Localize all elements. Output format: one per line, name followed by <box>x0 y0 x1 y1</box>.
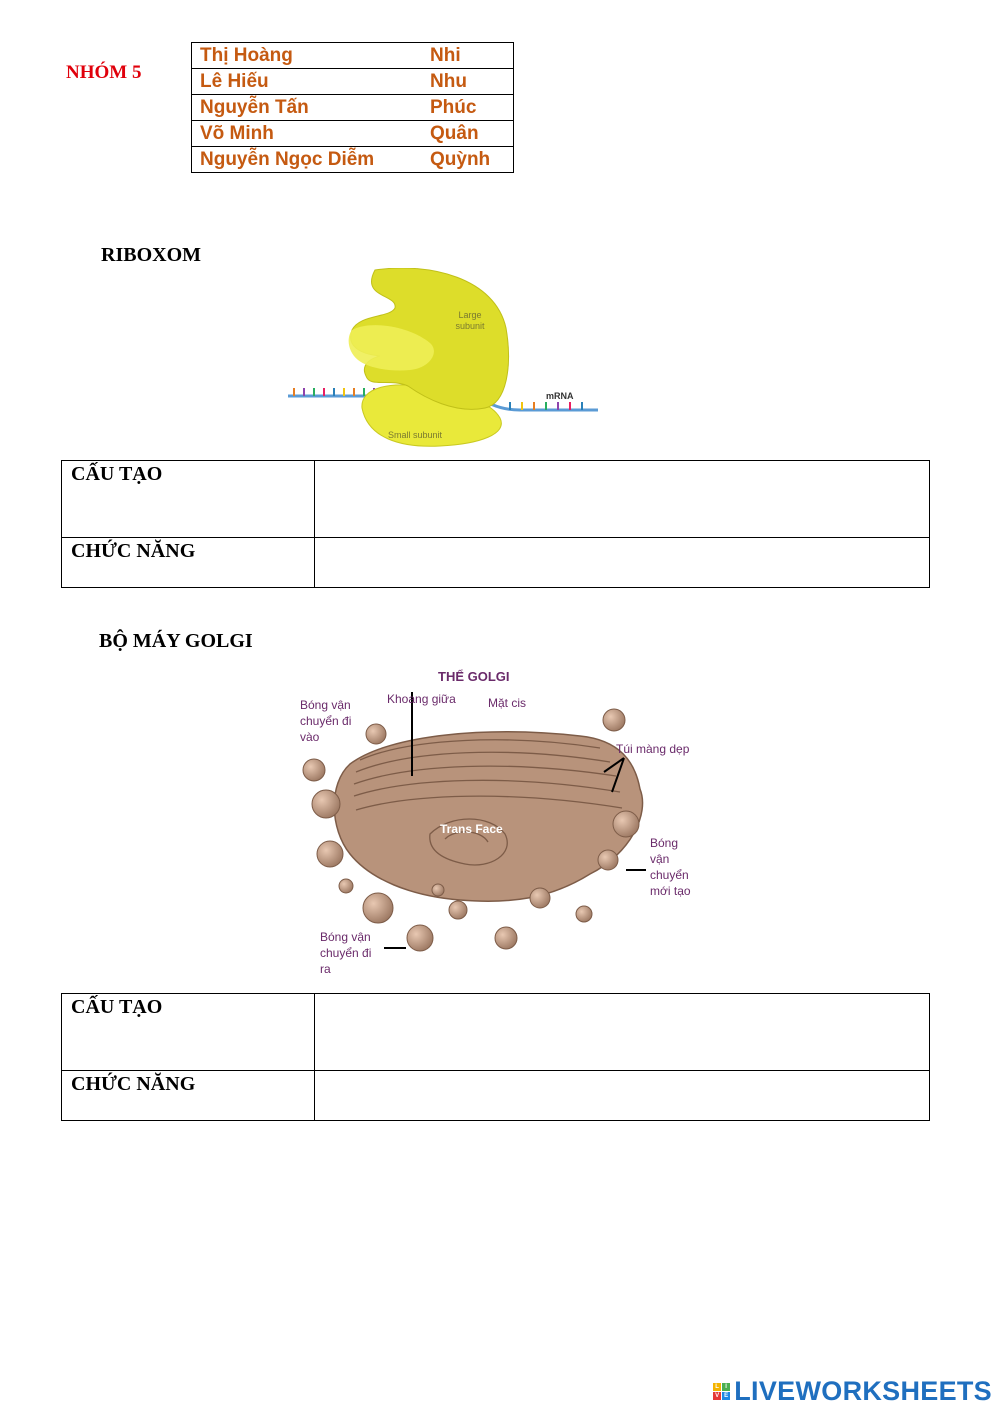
member-row <box>192 95 514 121</box>
member-given-name: Quân <box>430 121 514 147</box>
member-row <box>192 69 514 95</box>
out-vesicle-label-3: ra <box>320 962 331 976</box>
structure-label: CẤU TẠO <box>62 461 315 538</box>
logo-letter: I <box>722 1383 730 1391</box>
member-given-name: Nhi <box>430 43 514 69</box>
table-row <box>62 1071 930 1121</box>
table-row <box>62 538 930 588</box>
ribosome-info-table <box>61 460 930 588</box>
new-vesicle-label-4: mới tạo <box>650 884 691 898</box>
function-answer-field[interactable] <box>315 538 930 588</box>
function-label: CHỨC NĂNG <box>62 1071 315 1121</box>
brand-name: LIVEWORKSHEETS <box>734 1376 992 1406</box>
liveworksheets-brand <box>713 1376 992 1407</box>
new-vesicle-label-1: Bóng <box>650 836 679 850</box>
logo-letter: L <box>713 1383 721 1391</box>
lumen-label: Khoang giữa <box>387 692 456 706</box>
new-vesicle-label-2: vận <box>650 852 670 866</box>
small-subunit-label: Small subunit <box>388 430 443 440</box>
liveworksheets-logo-icon <box>713 1383 730 1400</box>
member-given-name: Quỳnh <box>430 147 514 173</box>
in-vesicle-label-3: vào <box>300 730 320 744</box>
large-subunit-label-line1: Large <box>458 310 482 320</box>
structure-label: CẤU TẠO <box>62 994 315 1071</box>
cis-face-label: Mặt cis <box>488 696 527 710</box>
large-subunit-label-line2: subunit <box>455 321 485 331</box>
member-name: Thị Hoàng <box>192 43 431 69</box>
table-row <box>62 994 930 1071</box>
member-name: Lê Hiếu <box>192 69 431 95</box>
in-vesicle-label-1: Bóng vận <box>300 698 351 712</box>
golgi-info-table <box>61 993 930 1121</box>
member-name: Nguyễn Ngọc Diễm <box>192 147 431 173</box>
ribosome-figure <box>280 268 640 454</box>
ribosome-title: RIBOXOM <box>101 244 201 266</box>
out-vesicle-label-1: Bóng vận <box>320 930 371 944</box>
function-answer-field[interactable] <box>315 1071 930 1121</box>
mrna-label: mRNA <box>546 391 574 401</box>
new-vesicle-label-3: chuyển <box>650 868 689 882</box>
golgi-title: BỘ MÁY GOLGI <box>99 630 253 652</box>
member-name: Võ Minh <box>192 121 431 147</box>
function-label: CHỨC NĂNG <box>62 538 315 588</box>
golgi-figure <box>290 664 710 984</box>
member-name: Nguyễn Tấn <box>192 95 431 121</box>
members-table <box>191 42 514 173</box>
out-vesicle-label-2: chuyển đi <box>320 946 372 960</box>
trans-face-label: Trans Face <box>440 822 503 836</box>
member-given-name: Phúc <box>430 95 514 121</box>
cisternae-label: Túi màng dẹp <box>616 742 690 756</box>
member-row <box>192 147 514 173</box>
in-vesicle-label-2: chuyển đi <box>300 714 352 728</box>
member-row <box>192 121 514 147</box>
member-row <box>192 43 514 69</box>
structure-answer-field[interactable] <box>315 994 930 1071</box>
structure-answer-field[interactable] <box>315 461 930 538</box>
member-given-name: Nhu <box>430 69 514 95</box>
logo-letter: E <box>724 1393 729 1399</box>
golgi-body <box>334 732 642 901</box>
logo-letter: V <box>715 1393 720 1399</box>
group-label: NHÓM 5 <box>66 62 142 83</box>
golgi-heading: THỂ GOLGI <box>438 669 510 684</box>
table-row <box>62 461 930 538</box>
